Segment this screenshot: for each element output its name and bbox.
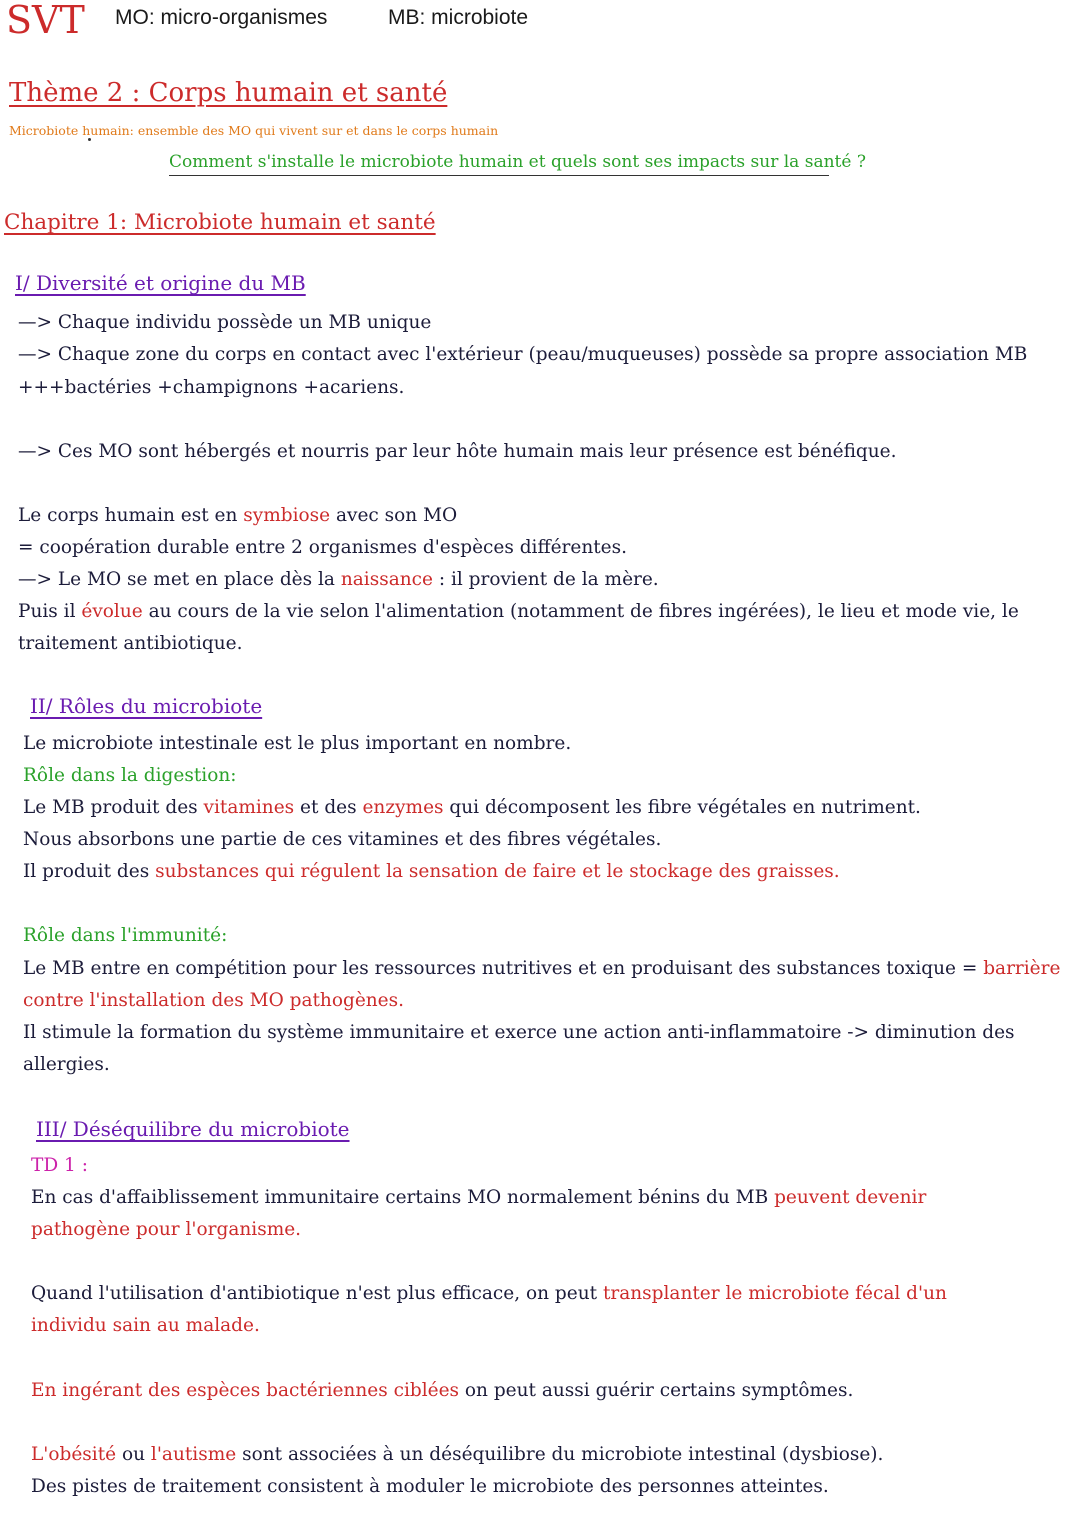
s2-line-6: contre l'installation des MO pathogènes.: [23, 990, 405, 1011]
keyword-naissance: naissance: [340, 569, 433, 590]
s1-line-2: —> Chaque zone du corps en contact avec l'extérieur (peau/muqueuses) possède sa propre association MB: [18, 344, 1028, 365]
s2-line-1: Le microbiote intestinale est le plus important en nombre.: [23, 733, 572, 754]
keyword-symbiose: symbiose: [243, 505, 331, 526]
s1-line-5: Le corps humain est en symbiose avec son MO: [18, 505, 458, 526]
s1-line-3: +++bactéries +champignons +acariens.: [18, 377, 405, 398]
s2-line-7: Il stimule la formation du système immunitaire et exerce une action anti-inflammatoire -> diminution des: [23, 1022, 1015, 1043]
keyword-barriere: barrière: [983, 958, 1061, 979]
chapter-title: Chapitre 1: Microbiote humain et santé: [4, 210, 436, 235]
s1-line-9: traitement antibiotique.: [18, 633, 243, 654]
s3-line-2: pathogène pour l'organisme.: [31, 1219, 302, 1240]
keyword-enzymes: enzymes: [362, 797, 444, 818]
s2-line-3: Nous absorbons une partie de ces vitamines et des fibres végétales.: [23, 829, 662, 850]
s1-line-4: —> Ces MO sont hébergés et nourris par leur hôte humain mais leur présence est bénéfique.: [18, 441, 897, 462]
keyword-evolue: évolue: [81, 601, 143, 622]
s1-line-6: = coopération durable entre 2 organismes d'espèces différentes.: [18, 537, 628, 558]
s3-line-1: En cas d'affaiblissement immunitaire certains MO normalement bénins du MB peuvent devenir: [31, 1187, 927, 1208]
s3-line-3: Quand l'utilisation d'antibiotique n'est plus efficace, on peut transplanter le microbiote fécal d'un: [31, 1283, 947, 1304]
s2-line-8: allergies.: [23, 1054, 110, 1075]
keyword-autisme: l'autisme: [150, 1444, 237, 1465]
problem-question: Comment s'installe le microbiote humain et quels sont ses impacts sur la santé ?: [169, 152, 829, 176]
s2-subtitle-immunite: Rôle dans l'immunité:: [23, 925, 228, 946]
s1-line-8: Puis il évolue au cours de la vie selon l'alimentation (notamment de fibres ingérées), le lieu et mode vie, le: [18, 601, 1019, 622]
keyword-peuvent-devenir: peuvent devenir: [774, 1187, 927, 1208]
section-2-title: II/ Rôles du microbiote: [30, 694, 263, 718]
s1-line-1: —> Chaque individu possède un MB unique: [18, 312, 432, 333]
section-3-title: III/ Déséquilibre du microbiote: [36, 1117, 350, 1141]
s3-line-7: Des pistes de traitement consistent à moduler le microbiote des personnes atteintes.: [31, 1476, 829, 1497]
s1-line-7: —> Le MO se met en place dès la naissance : il provient de la mère.: [18, 569, 659, 590]
s3-line-6: L'obésité ou l'autisme sont associées à un déséquilibre du microbiote intestinal (dysbiose).: [31, 1444, 884, 1465]
td-label: TD 1 :: [31, 1155, 88, 1176]
keyword-vitamines: vitamines: [203, 797, 295, 818]
subject-label: SVT: [6, 0, 85, 42]
s2-line-4: Il produit des substances qui régulent la sensation de faire et le stockage des graisses.: [23, 861, 840, 882]
abbreviation-mb: MB: microbiote: [388, 6, 529, 29]
s2-line-5: Le MB entre en compétition pour les ressources nutritives et en produisant des substances toxique = barrière: [23, 958, 1061, 979]
theme-title: Thème 2 : Corps humain et santé: [9, 78, 448, 108]
s2-subtitle-digestion: Rôle dans la digestion:: [23, 765, 237, 786]
s3-line-5: En ingérant des espèces bactériennes ciblées on peut aussi guérir certains symptômes.: [31, 1380, 854, 1401]
keyword-substances: substances qui régulent la sensation de faire et le stockage des graisses.: [155, 861, 840, 882]
section-1-title: I/ Diversité et origine du MB: [15, 271, 306, 295]
s3-line-4: individu sain au malade.: [31, 1315, 260, 1336]
microbiote-definition: Microbiote humain: ensemble des MO qui vivent sur et dans le corps humain: [9, 123, 499, 138]
keyword-especes-ciblees: En ingérant des espèces bactériennes ciblées: [31, 1380, 460, 1401]
keyword-obesite: L'obésité: [31, 1444, 117, 1465]
abbreviation-mo: MO: micro-organismes: [115, 6, 328, 29]
keyword-transplanter: transplanter le microbiote fécal d'un: [602, 1283, 947, 1304]
dot-mark: [88, 138, 91, 141]
s2-line-2: Le MB produit des vitamines et des enzymes qui décomposent les fibre végétales en nutriment.: [23, 797, 921, 818]
